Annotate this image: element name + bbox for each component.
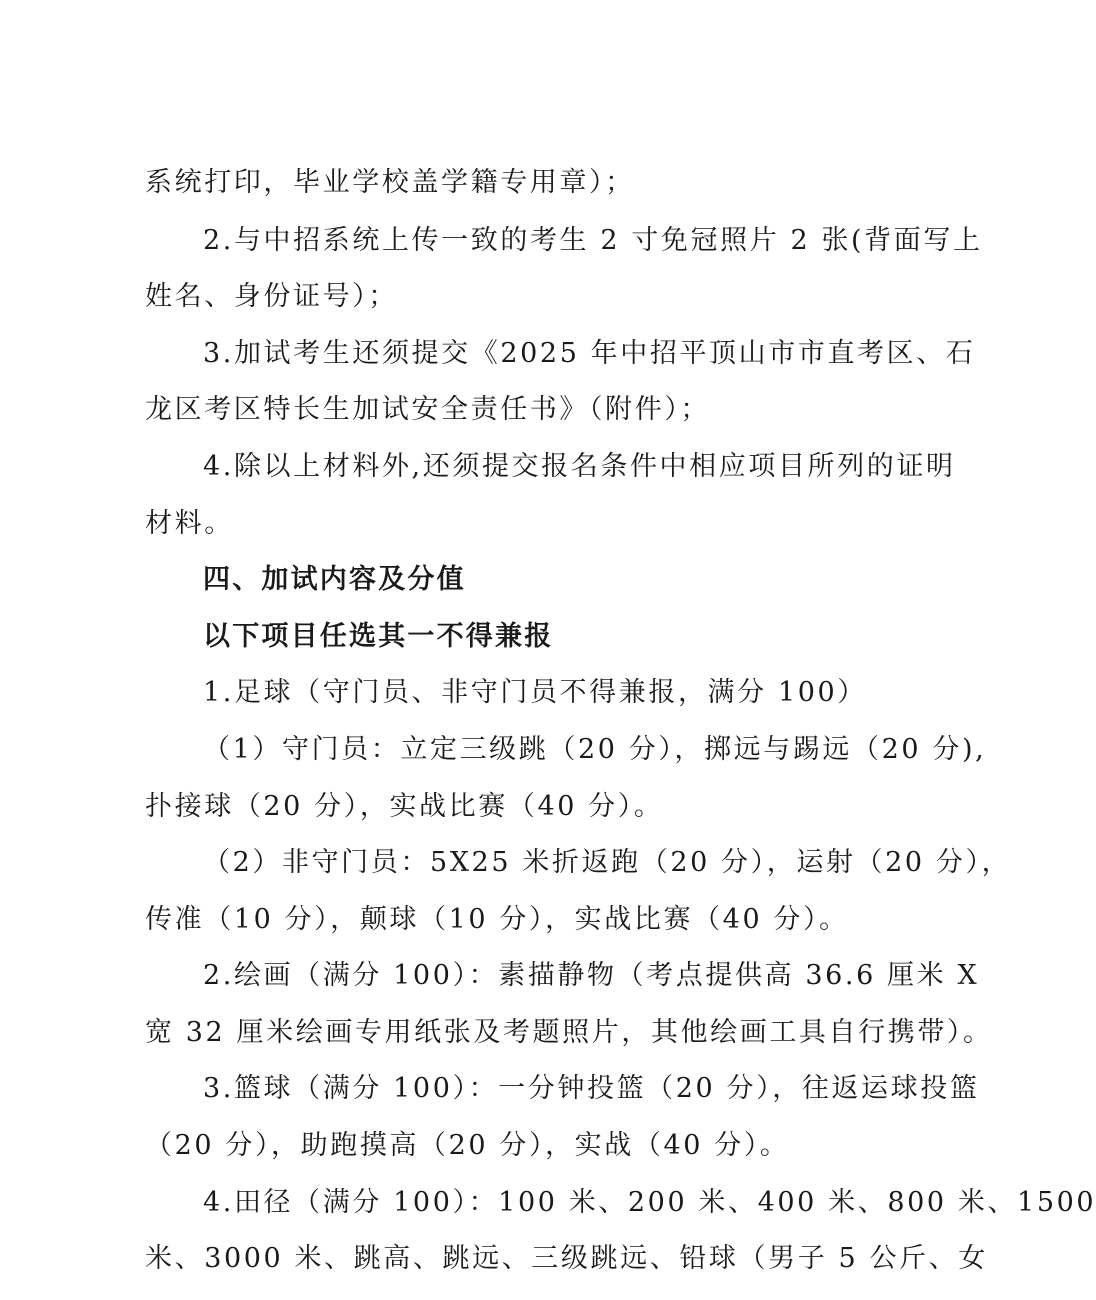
text-line: 扑接球（20 分），实战比赛（40 分）。	[145, 791, 664, 822]
text-line: （2）非守门员：5X25 米折返跑（20 分），运射（20 分），	[203, 847, 1012, 878]
text-line: （20 分），助跑摸高（20 分），实战（40 分）。	[145, 1130, 790, 1161]
subsection-heading: 以下项目任选其一不得兼报	[203, 621, 554, 652]
text-line: 传准（10 分），颠球（10 分），实战比赛（40 分）。	[145, 904, 849, 935]
text-line: 4.除以上材料外,还须提交报名条件中相应项目所列的证明	[203, 451, 956, 482]
text-line: 1.足球（守门员、非守门员不得兼报，满分 100）	[203, 677, 867, 708]
text-line: 姓名、身份证号）；	[145, 281, 398, 312]
text-line: 2.与中招系统上传一致的考生 2 寸免冠照片 2 张(背面写上	[203, 225, 983, 256]
section-heading: 四、加试内容及分值	[203, 564, 466, 595]
text-line: 材料。	[145, 508, 234, 539]
text-line: 3.篮球（满分 100）：一分钟投篮（20 分），往返运球投篮	[203, 1073, 980, 1104]
text-line: 4.田径（满分 100）：100 米、200 米、400 米、800 米、1500	[203, 1187, 1096, 1218]
text-line: 米、3000 米、跳高、跳远、三级跳远、铅球（男子 5 公斤、女	[145, 1243, 988, 1274]
text-line: 3.加试考生还须提交《2025 年中招平顶山市市直考区、石	[203, 338, 976, 369]
text-line: 龙区考区特长生加试安全责任书》（附件）；	[145, 394, 710, 425]
text-line: 系统打印，毕业学校盖学籍专用章）；	[145, 167, 635, 198]
text-line: 2.绘画（满分 100）：素描静物（考点提供高 36.6 厘米 X	[203, 960, 980, 991]
text-line: 宽 32 厘米绘画专用纸张及考题照片，其他绘画工具自行携带）。	[145, 1017, 993, 1048]
text-line: （1）守门员：立定三级跳（20 分），掷远与踢远（20 分),	[203, 734, 987, 765]
